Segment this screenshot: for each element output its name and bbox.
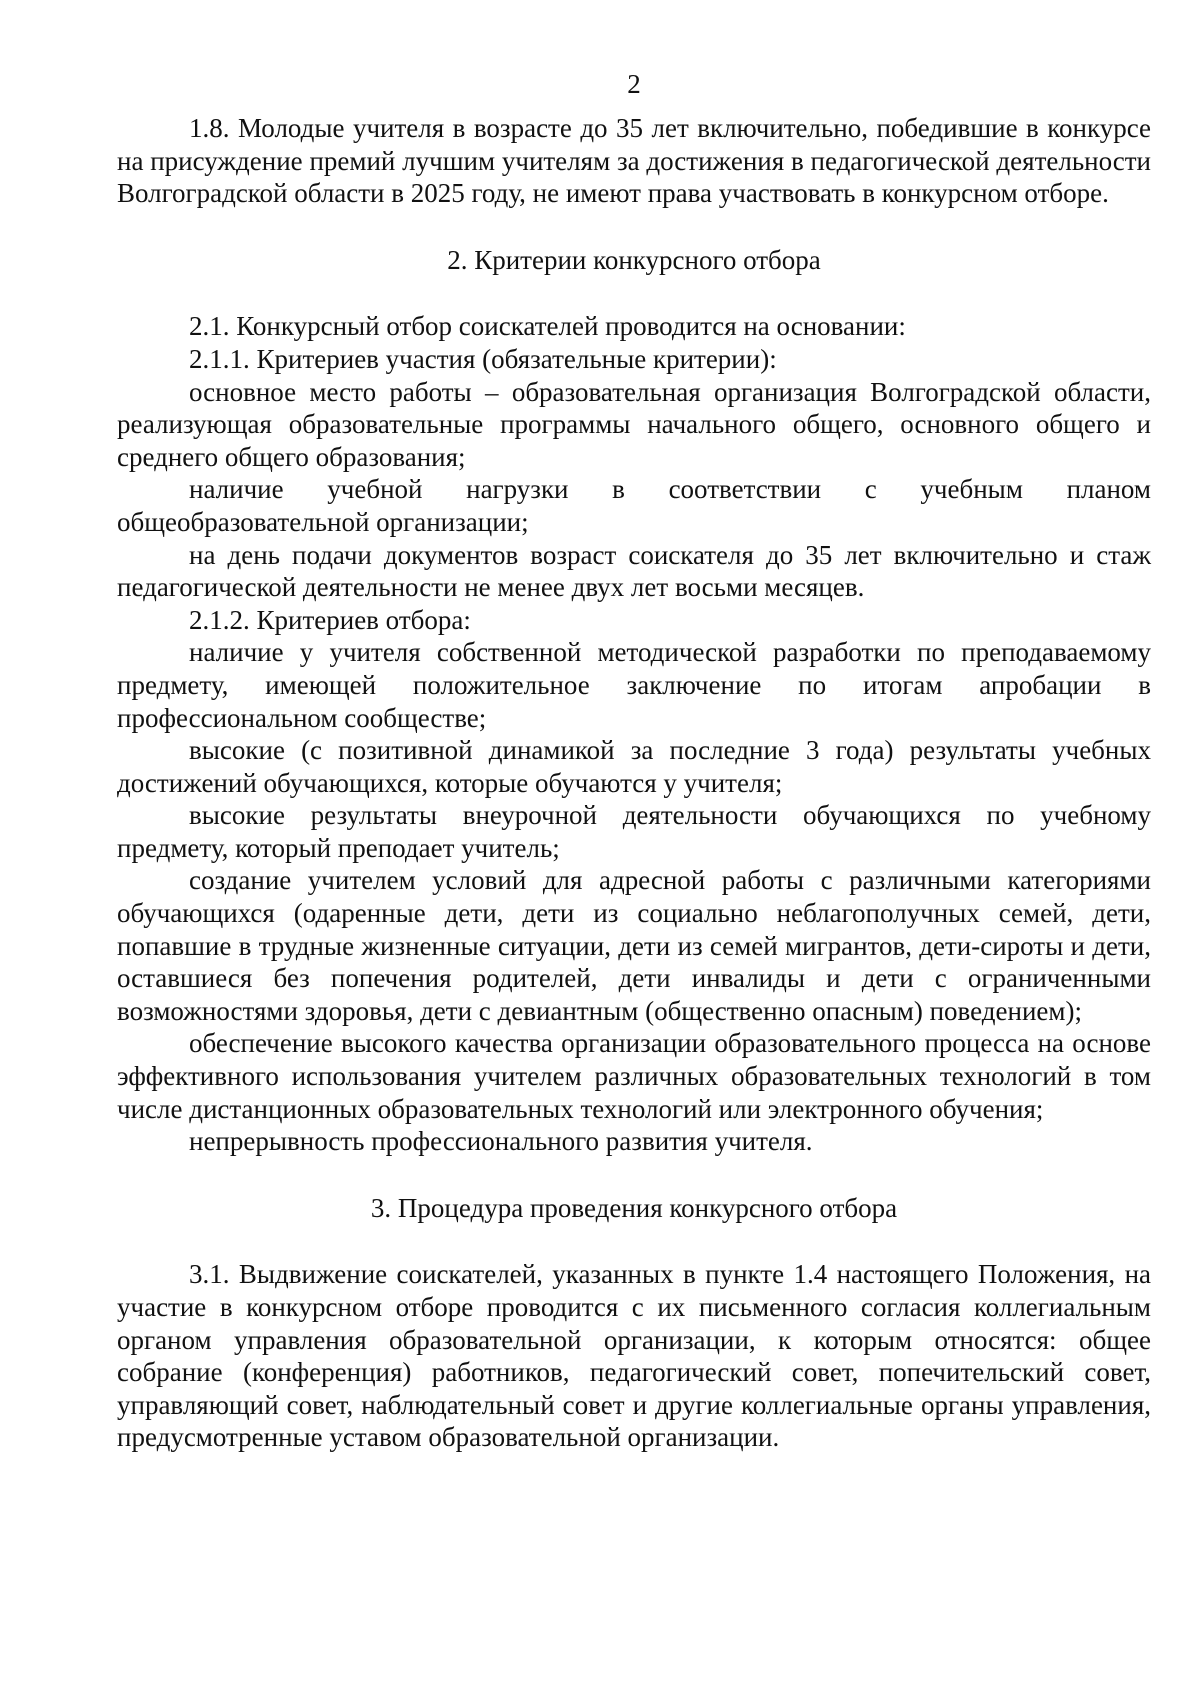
criterion-targeted-work: создание учителем условий для адресной работы с различными категориями обучающихся (одаренные дети, дети из социально неблагополучных семей, дети, попавшие в трудные жизненные ситуации, дети из семей мигрантов, дети-сироты и дети, оставшиеся без попечения родителей, дети инвалиды и дети с ограниченными возможностями здоровья, дети с девиантным (общественно опасным) поведением); [117, 865, 1151, 1026]
criterion-educational-quality: обеспечение высокого качества организации образовательного процесса на основе эффективного использования учителем различных образовательных технологий в том числе дистанционных образовательных технологий или электронного обучения; [117, 1028, 1151, 1124]
paragraph-1-8: 1.8. Молодые учителя в возрасте до 35 лет включительно, победившие в конкурсе на присуждение премий лучшим учителям за достижения в педагогической деятельности Волгоградской области в 2025 году, не имеют права участвовать в конкурсном отборе. [117, 113, 1151, 209]
page-number: 2 [627, 69, 641, 99]
paragraph-2-1-2: 2.1.2. Критериев отбора: [189, 604, 471, 635]
criterion-workplace: основное место работы – образовательная организация Волгоградской области, реализующая образовательные программы начального общего, основного общего и среднего общего образования; [117, 376, 1151, 472]
section-heading-3: 3. Процедура проведения конкурсного отбора [370, 1192, 898, 1223]
paragraph-2-1-1: 2.1.1. Критериев участия (обязательные критерии): [189, 343, 777, 374]
paragraph-2-1: 2.1. Конкурсный отбор соискателей проводится на основании: [189, 311, 906, 342]
criterion-extracurricular-results: высокие результаты внеурочной деятельности обучающихся по учебному предмету, который преподает учитель; [117, 800, 1151, 863]
criterion-academic-results: высокие (с позитивной динамикой за последние 3 года) результаты учебных достижений обучающихся, которые обучаются у учителя; [117, 735, 1151, 798]
document-page [117, 68, 1151, 1454]
criterion-methodical-development: наличие у учителя собственной методической разработки по преподаваемому предмету, имеющей положительное заключение по итогам апробации в профессиональном сообществе; [117, 637, 1151, 733]
criterion-age-experience: на день подачи документов возраст соискателя до 35 лет включительно и стаж педагогической деятельности не менее двух лет восьми месяцев. [117, 539, 1151, 603]
criterion-teaching-load: наличие учебной нагрузки в соответствии с учебным планом общеобразовательной организации; [117, 474, 1151, 537]
criterion-professional-development: непрерывность профессионального развития учителя. [189, 1126, 813, 1157]
paragraph-3-1: 3.1. Выдвижение соискателей, указанных в пункте 1.4 настоящего Положения, на участие в конкурсном отборе проводится с их письменного согласия коллегиальным органом управления образовательной организации, к которым относятся: общее собрание (конференция) работников, педагогический совет, попечительский совет, управляющий совет, наблюдательный совет и другие коллегиальные органы управления, предусмотренные уставом образовательной организации. [117, 1259, 1151, 1453]
section-heading-2: 2. Критерии конкурсного отбора [447, 244, 821, 275]
